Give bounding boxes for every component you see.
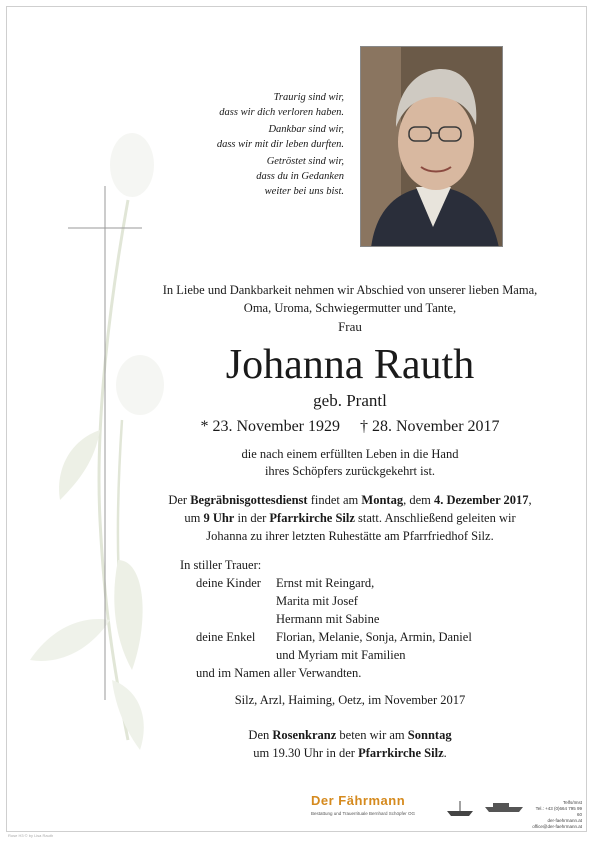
poem-line: dass wir mit dir leben durften. bbox=[216, 139, 344, 150]
life-text bbox=[120, 446, 580, 480]
mourners-heading: In stiller Trauer: bbox=[180, 558, 262, 572]
poem-line: Getröstet sind wir, bbox=[266, 156, 344, 167]
rosary-part: . bbox=[443, 746, 447, 760]
row-spacer bbox=[180, 646, 276, 664]
intro-line: In Liebe und Dankbarkeit nehmen wir Abschied von unserer lieben Mama, bbox=[162, 283, 538, 297]
poem-line: Traurig sind wir, bbox=[273, 92, 344, 103]
child-entry: Hermann mit Sabine bbox=[276, 612, 380, 626]
rosary-emphasis: Rosenkranz bbox=[272, 728, 337, 742]
service-text: statt. Anschließend geleiten wir bbox=[354, 511, 516, 525]
contact-line: Tel.: +43 (0)664 795 99 60 bbox=[535, 806, 582, 817]
life-line: ihres Schöpfers zurückgekehrt ist. bbox=[264, 464, 436, 478]
service-emphasis: Begräbnisgottesdienst bbox=[190, 493, 308, 507]
children-row bbox=[180, 610, 560, 628]
grandchildren-row bbox=[180, 646, 560, 664]
rosary-emphasis: Pfarrkirche Silz bbox=[358, 746, 444, 760]
portrait-photo bbox=[360, 46, 503, 247]
service-emphasis: Pfarrkirche Silz bbox=[269, 511, 355, 525]
grandchild-entry: und Myriam mit Familien bbox=[276, 648, 406, 662]
child-entry: Marita mit Josef bbox=[276, 594, 358, 608]
contact-info bbox=[532, 800, 582, 830]
service-emphasis: 4. Dezember 2017 bbox=[433, 493, 529, 507]
contact-line: office@der-faehrmann.at bbox=[532, 824, 582, 829]
boat-icon bbox=[445, 797, 525, 819]
rosary-text bbox=[120, 726, 580, 762]
rosary-part: um 19.30 Uhr in der bbox=[253, 746, 359, 760]
row-spacer bbox=[180, 592, 276, 610]
deceased-name: Johanna Rauth bbox=[225, 342, 475, 388]
rosary-part: beten wir am bbox=[336, 728, 408, 742]
funeral-service-text bbox=[120, 491, 580, 545]
mourners-closing: und im Namen aller Verwandten. bbox=[196, 666, 362, 680]
service-text: Der bbox=[168, 493, 191, 507]
funeral-home-subtitle: Bestattung und Trauerrituale Bernhard Schöpfer OG bbox=[311, 811, 416, 816]
birth-name: geb. Prantl bbox=[313, 391, 387, 410]
grandchildren-label: deine Enkel bbox=[196, 630, 256, 644]
life-dates bbox=[120, 418, 580, 436]
service-text: um bbox=[184, 511, 204, 525]
service-emphasis: Montag bbox=[361, 493, 404, 507]
closing-row bbox=[180, 664, 560, 682]
life-line: die nach einem erfüllten Leben in die Hand bbox=[241, 447, 459, 461]
grandchildren-row bbox=[180, 628, 560, 646]
service-text: in der bbox=[234, 511, 270, 525]
rosary-emphasis: Sonntag bbox=[407, 728, 452, 742]
funeral-home-logo: Der Fährmann bbox=[311, 793, 406, 808]
row-spacer bbox=[180, 610, 276, 628]
children-row bbox=[180, 574, 560, 592]
rosary-part: Den bbox=[248, 728, 273, 742]
image-credit: Rose H3 © by Lisa Rauth bbox=[8, 833, 54, 838]
contact-line: Telfs/Imst bbox=[562, 800, 582, 805]
service-emphasis: 9 Uhr bbox=[203, 511, 235, 525]
poem bbox=[150, 90, 344, 201]
place-date: Silz, Arzl, Haiming, Oetz, im November 2017 bbox=[234, 693, 466, 707]
title-frau: Frau bbox=[338, 319, 362, 334]
child-entry: Ernst mit Reingard, bbox=[276, 576, 375, 590]
service-text: , dem bbox=[403, 493, 434, 507]
birth-date: * 23. November 1929 bbox=[200, 418, 340, 435]
service-text: , bbox=[528, 493, 532, 507]
contact-line: der-faehrmann.at bbox=[547, 818, 582, 823]
service-text: Johanna zu ihrer letzten Ruhestätte am Pfarrfriedhof Silz. bbox=[206, 529, 494, 543]
mourners-list bbox=[180, 556, 560, 682]
children-label: deine Kinder bbox=[196, 576, 261, 590]
intro-text bbox=[120, 281, 580, 317]
service-text: findet am bbox=[307, 493, 362, 507]
poem-line: weiter bei uns bist. bbox=[264, 186, 344, 197]
death-date: † 28. November 2017 bbox=[360, 418, 500, 435]
portrait-illustration bbox=[361, 47, 503, 247]
poem-line: Dankbar sind wir, bbox=[268, 124, 344, 135]
poem-line: dass wir dich verloren haben. bbox=[219, 107, 344, 118]
children-row bbox=[180, 592, 560, 610]
poem-line: dass du in Gedanken bbox=[256, 171, 344, 182]
intro-line: Oma, Uroma, Schwiegermutter und Tante, bbox=[243, 301, 457, 315]
grandchild-entry: Florian, Melanie, Sonja, Armin, Daniel bbox=[276, 630, 472, 644]
